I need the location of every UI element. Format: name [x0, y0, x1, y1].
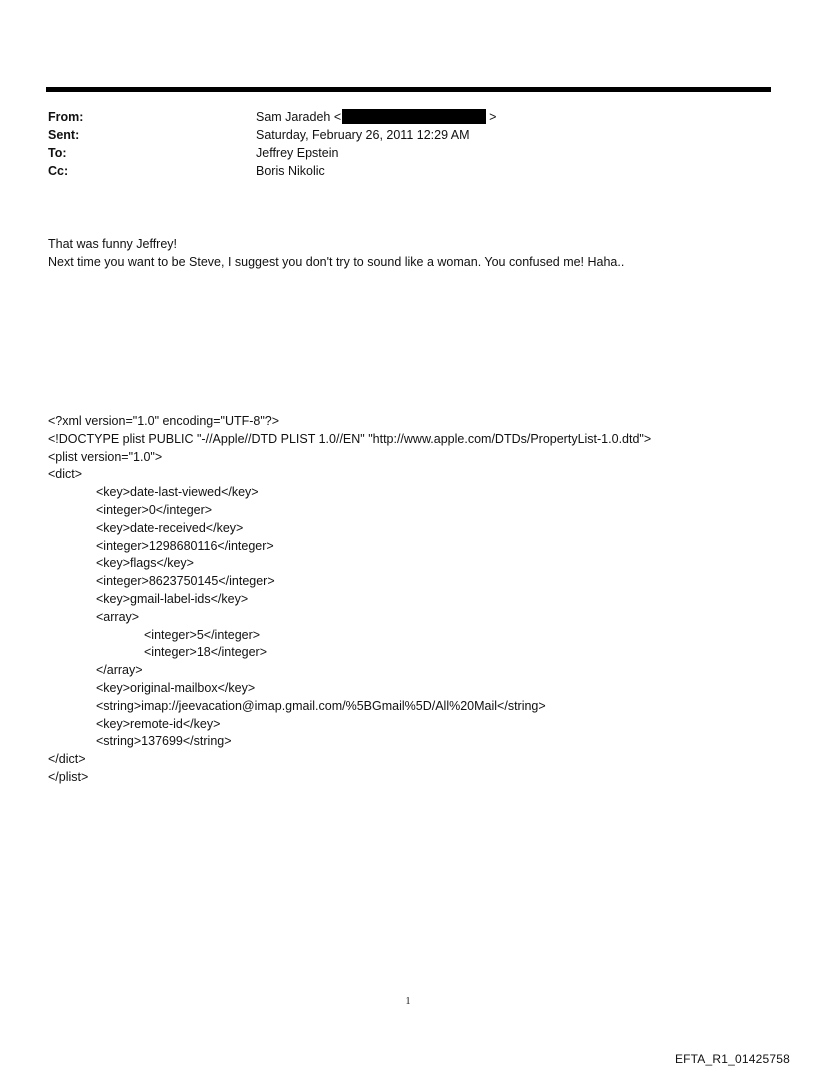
cc-label: Cc:	[48, 164, 69, 178]
sender-name: Sam Jaradeh <	[256, 110, 342, 124]
plist-line: </array>	[96, 663, 143, 678]
from-row	[48, 108, 496, 126]
sent-value: Saturday, February 26, 2011 12:29 AM	[256, 128, 470, 142]
to-label: To:	[48, 146, 67, 160]
plist-line: <integer>18</integer>	[144, 645, 268, 660]
plist-line: <integer>1298680116</integer>	[96, 538, 274, 553]
sent-label: Sent:	[48, 128, 80, 142]
plist-line: <key>date-received</key>	[96, 520, 244, 535]
redaction-box	[342, 109, 486, 124]
to-row	[48, 144, 496, 162]
plist-line: <key>flags</key>	[96, 556, 194, 571]
plist-line: <key>date-last-viewed</key>	[96, 485, 259, 500]
plist-line: <string>imap://jeevacation@imap.gmail.com/%5BGmail%5D/All%20Mail</string>	[96, 698, 546, 713]
cc-value: Boris Nikolic	[256, 164, 325, 178]
plist-line: <integer>8623750145</integer>	[96, 574, 275, 589]
plist-line: <key>remote-id</key>	[96, 716, 221, 731]
from-value	[256, 108, 496, 126]
from-label: From:	[48, 110, 84, 124]
plist-line: <key>original-mailbox</key>	[96, 680, 256, 695]
plist-line: <string>137699</string>	[96, 734, 232, 749]
page-number: 1	[405, 996, 411, 1007]
plist-line: <integer>0</integer>	[96, 502, 213, 517]
to-value: Jeffrey Epstein	[256, 146, 339, 160]
plist-line: <!DOCTYPE plist PUBLIC "-//Apple//DTD PLIST 1.0//EN" "http://www.apple.com/DTDs/PropertyList-1.0.dtd">	[48, 431, 652, 446]
header-divider-rule	[46, 87, 771, 92]
body-line: That was funny Jeffrey!	[48, 237, 177, 251]
plist-line: <array>	[96, 609, 140, 624]
cc-row	[48, 162, 496, 180]
plist-line: <dict>	[48, 467, 83, 482]
body-line: Next time you want to be Steve, I suggest you don't try to sound like a woman. You confused me! Haha..	[48, 255, 625, 269]
plist-line: <plist version="1.0">	[48, 449, 163, 464]
email-headers	[48, 108, 496, 180]
sender-close-bracket: >	[489, 110, 497, 124]
plist-line: <?xml version="1.0" encoding="UTF-8"?>	[48, 414, 280, 428]
plist-line: </dict>	[48, 752, 86, 767]
plist-line: </plist>	[48, 769, 89, 784]
plist-block	[48, 413, 651, 787]
sent-row	[48, 126, 496, 144]
bates-stamp: EFTA_R1_01425758	[674, 1052, 790, 1066]
plist-line: <key>gmail-label-ids</key>	[96, 591, 249, 606]
plist-line: <integer>5</integer>	[144, 627, 261, 642]
email-body	[48, 235, 624, 271]
